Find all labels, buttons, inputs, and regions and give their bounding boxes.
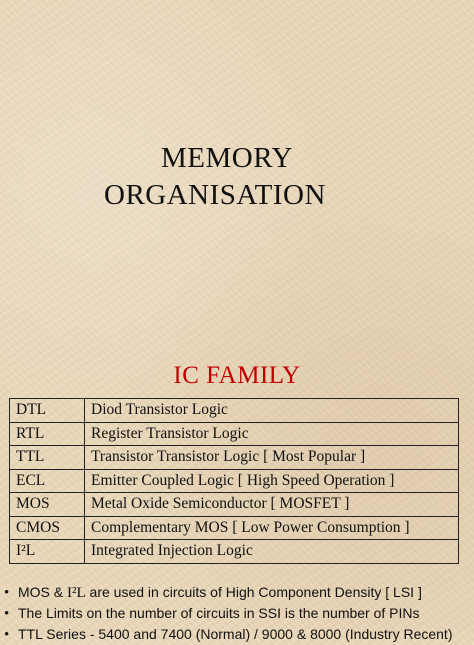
abbr-cell: DTL [10, 399, 85, 423]
bullet-list [4, 582, 474, 645]
bullet-text: TTL Series - 5400 and 7400 (Normal) / 9000 & 8000 (Industry Recent) [18, 626, 453, 642]
table-row [10, 516, 459, 540]
table-row [10, 469, 459, 493]
name-cell: Transistor Transistor Logic [ Most Popular ] [85, 446, 459, 470]
abbr-cell: ECL [10, 469, 85, 493]
bullet-dot: • [4, 585, 10, 601]
bullet-dot: • [4, 606, 10, 622]
bullet-text: The Limits on the number of circuits in SSI is the number of PINs [18, 605, 420, 621]
table-row [10, 446, 459, 470]
table-row [10, 540, 459, 564]
abbr-cell: I²L [10, 540, 85, 564]
table-row [10, 493, 459, 517]
name-cell: Complementary MOS [ Low Power Consumption ] [85, 516, 459, 540]
bullet-item [4, 582, 474, 603]
section-heading: IC FAMILY [173, 362, 301, 389]
abbr-cell: RTL [10, 422, 85, 446]
bullet-text-prefix: MOS & [18, 584, 68, 600]
name-cell: Integrated Injection Logic [85, 540, 459, 564]
bullet-text-term: I²L [67, 585, 86, 601]
title-line-2: ORGANISATION [104, 179, 326, 211]
bullet-item [4, 624, 474, 645]
table-row [10, 399, 459, 423]
title-line-1: MEMORY [161, 142, 293, 174]
ic-family-table [9, 398, 459, 564]
abbr-cell: TTL [10, 446, 85, 470]
abbr-cell: CMOS [10, 516, 85, 540]
name-cell: Diod Transistor Logic [85, 399, 459, 423]
bullet-text-rest: are used in circuits of High Component Density [ LSI ] [85, 584, 422, 600]
table-row [10, 422, 459, 446]
bullet-dot: • [4, 627, 10, 643]
name-cell: Metal Oxide Semiconductor [ MOSFET ] [85, 493, 459, 517]
name-cell: Register Transistor Logic [85, 422, 459, 446]
abbr-cell: MOS [10, 493, 85, 517]
bullet-item [4, 603, 474, 624]
name-cell: Emitter Coupled Logic [ High Speed Operation ] [85, 469, 459, 493]
